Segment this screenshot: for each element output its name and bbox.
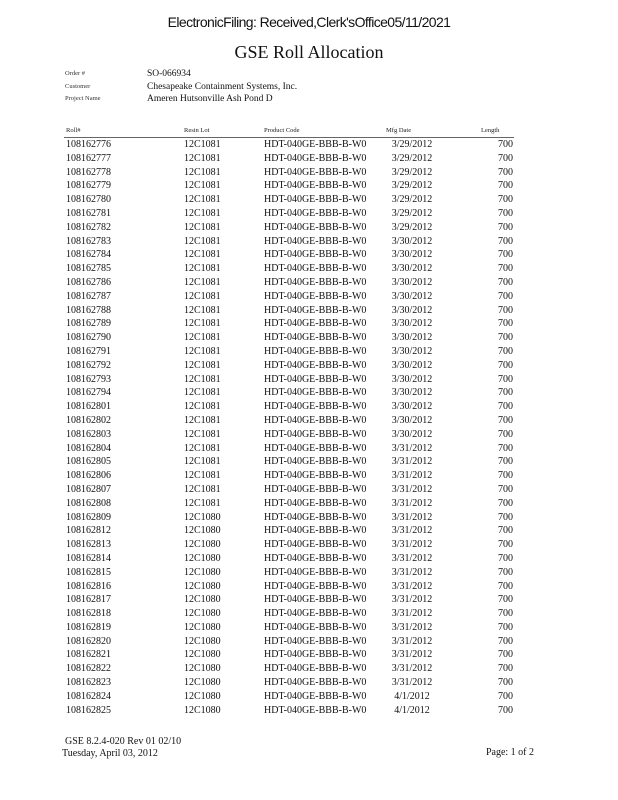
- col-lot-header: Resin Lot: [184, 127, 210, 134]
- table-row: [0, 511, 618, 525]
- product-code: HDT-040GE-BBB-B-W0: [264, 704, 367, 716]
- mfg-date: 3/30/2012: [391, 373, 433, 385]
- roll-length: 700: [498, 180, 513, 192]
- roll-number: 108162789: [66, 318, 111, 330]
- product-code: HDT-040GE-BBB-B-W0: [264, 677, 367, 689]
- roll-length: 700: [498, 345, 513, 357]
- product-code: HDT-040GE-BBB-B-W0: [264, 456, 367, 468]
- table-row: [0, 428, 618, 442]
- product-code: HDT-040GE-BBB-B-W0: [264, 345, 367, 357]
- page-title: GSE Roll Allocation: [234, 42, 384, 62]
- resin-lot: 12C1081: [184, 207, 221, 219]
- roll-length: 700: [498, 483, 513, 495]
- resin-lot: 12C1081: [184, 166, 221, 178]
- table-row: [0, 690, 618, 704]
- product-code: HDT-040GE-BBB-B-W0: [264, 483, 367, 495]
- product-code: HDT-040GE-BBB-B-W0: [264, 511, 367, 523]
- mfg-date: 3/29/2012: [391, 194, 433, 206]
- roll-number: 108162780: [66, 194, 111, 206]
- table-row: [0, 276, 618, 290]
- roll-length: 700: [498, 152, 513, 164]
- table-row: [0, 373, 618, 387]
- product-code: HDT-040GE-BBB-B-W0: [264, 221, 367, 233]
- col-roll-header: Roll#: [66, 127, 81, 134]
- product-code: HDT-040GE-BBB-B-W0: [264, 359, 367, 371]
- roll-number: 108162816: [66, 580, 111, 592]
- product-code: HDT-040GE-BBB-B-W0: [264, 414, 367, 426]
- resin-lot: 12C1080: [184, 608, 221, 620]
- roll-number: 108162801: [66, 401, 111, 413]
- roll-number: 108162779: [66, 180, 111, 192]
- table-row: [0, 676, 618, 690]
- resin-lot: 12C1080: [184, 525, 221, 537]
- mfg-date: 3/30/2012: [391, 414, 433, 426]
- mfg-date: 3/31/2012: [391, 608, 433, 620]
- roll-number: 108162802: [66, 414, 111, 426]
- mfg-date: 3/31/2012: [391, 511, 433, 523]
- roll-length: 700: [498, 373, 513, 385]
- resin-lot: 12C1080: [184, 552, 221, 564]
- resin-lot: 12C1081: [184, 401, 221, 413]
- product-code: HDT-040GE-BBB-B-W0: [264, 180, 367, 192]
- roll-length: 700: [498, 525, 513, 537]
- roll-number: 108162819: [66, 621, 111, 633]
- resin-lot: 12C1081: [184, 345, 221, 357]
- roll-number: 108162815: [66, 566, 111, 578]
- resin-lot: 12C1081: [184, 359, 221, 371]
- mfg-date: 3/31/2012: [391, 470, 433, 482]
- resin-lot: 12C1081: [184, 497, 221, 509]
- table-header: [0, 127, 618, 137]
- table-row: [0, 235, 618, 249]
- mfg-date: 3/29/2012: [391, 152, 433, 164]
- mfg-date: 3/30/2012: [391, 401, 433, 413]
- roll-number: 108162776: [66, 139, 111, 150]
- roll-number: 108162786: [66, 276, 111, 288]
- roll-number: 108162794: [66, 387, 111, 399]
- roll-length: 700: [498, 166, 513, 178]
- roll-length: 700: [498, 414, 513, 426]
- table-row: [0, 207, 618, 221]
- resin-lot: 12C1081: [184, 304, 221, 316]
- roll-length: 700: [498, 456, 513, 468]
- table-row: [0, 552, 618, 566]
- page-number: Page: 1 of 2: [485, 747, 534, 758]
- table-row: [0, 262, 618, 276]
- product-code: HDT-040GE-BBB-B-W0: [264, 621, 367, 633]
- table-row: [0, 193, 618, 207]
- roll-length: 700: [498, 511, 513, 523]
- product-code: HDT-040GE-BBB-B-W0: [264, 290, 367, 302]
- roll-length: 700: [498, 580, 513, 592]
- table-row: [0, 483, 618, 497]
- roll-table-body: [0, 138, 618, 717]
- roll-length: 700: [498, 690, 513, 702]
- product-code: HDT-040GE-BBB-B-W0: [264, 387, 367, 399]
- resin-lot: 12C1081: [184, 249, 221, 261]
- resin-lot: 12C1081: [184, 152, 221, 164]
- roll-number: 108162777: [66, 152, 111, 164]
- mfg-date: 3/31/2012: [391, 594, 433, 606]
- resin-lot: 12C1080: [184, 511, 221, 523]
- roll-length: 700: [498, 663, 513, 675]
- mfg-date: 3/30/2012: [391, 249, 433, 261]
- table-row: [0, 290, 618, 304]
- mfg-date: 3/30/2012: [391, 359, 433, 371]
- resin-lot: 12C1081: [184, 276, 221, 288]
- resin-lot: 12C1081: [184, 318, 221, 330]
- product-code: HDT-040GE-BBB-B-W0: [264, 635, 367, 647]
- resin-lot: 12C1081: [184, 290, 221, 302]
- resin-lot: 12C1080: [184, 580, 221, 592]
- product-code: HDT-040GE-BBB-B-W0: [264, 690, 367, 702]
- roll-length: 700: [498, 428, 513, 440]
- roll-number: 108162824: [66, 690, 111, 702]
- roll-number: 108162825: [66, 704, 111, 716]
- roll-number: 108162820: [66, 635, 111, 647]
- roll-length: 700: [498, 139, 513, 150]
- table-row: [0, 359, 618, 373]
- roll-length: 700: [498, 608, 513, 620]
- resin-lot: 12C1080: [184, 539, 221, 551]
- table-row: [0, 607, 618, 621]
- roll-length: 700: [498, 497, 513, 509]
- roll-length: 700: [498, 539, 513, 551]
- product-code: HDT-040GE-BBB-B-W0: [264, 276, 367, 288]
- product-code: HDT-040GE-BBB-B-W0: [264, 166, 367, 178]
- product-code: HDT-040GE-BBB-B-W0: [264, 566, 367, 578]
- project-row: [65, 93, 297, 106]
- product-code: HDT-040GE-BBB-B-W0: [264, 649, 367, 661]
- roll-length: 700: [498, 235, 513, 247]
- mfg-date: 3/30/2012: [391, 304, 433, 316]
- roll-length: 700: [498, 635, 513, 647]
- roll-number: 108162812: [66, 525, 111, 537]
- product-code: HDT-040GE-BBB-B-W0: [264, 304, 367, 316]
- product-code: HDT-040GE-BBB-B-W0: [264, 249, 367, 261]
- roll-number: 108162814: [66, 552, 111, 564]
- project-name: Ameren Hutsonville Ash Pond D: [147, 94, 273, 104]
- table-row: [0, 414, 618, 428]
- roll-length: 700: [498, 221, 513, 233]
- table-row: [0, 497, 618, 511]
- resin-lot: 12C1081: [184, 387, 221, 399]
- roll-number: 108162781: [66, 207, 111, 219]
- table-row: [0, 317, 618, 331]
- table-row: [0, 248, 618, 262]
- resin-lot: 12C1080: [184, 690, 221, 702]
- mfg-date: 3/30/2012: [391, 235, 433, 247]
- product-code: HDT-040GE-BBB-B-W0: [264, 194, 367, 206]
- customer-row: [65, 81, 297, 94]
- resin-lot: 12C1080: [184, 566, 221, 578]
- roll-number: 108162817: [66, 594, 111, 606]
- roll-length: 700: [498, 594, 513, 606]
- roll-length: 700: [498, 621, 513, 633]
- mfg-date: 3/30/2012: [391, 428, 433, 440]
- table-row: [0, 138, 618, 152]
- roll-length: 700: [498, 207, 513, 219]
- table-row: [0, 166, 618, 180]
- roll-number: 108162778: [66, 166, 111, 178]
- mfg-date: 3/31/2012: [391, 580, 433, 592]
- resin-lot: 12C1081: [184, 221, 221, 233]
- roll-number: 108162807: [66, 483, 111, 495]
- roll-number: 108162792: [66, 359, 111, 371]
- roll-number: 108162805: [66, 456, 111, 468]
- resin-lot: 12C1081: [184, 180, 221, 192]
- roll-number: 108162782: [66, 221, 111, 233]
- project-label: Project Name: [65, 95, 101, 102]
- mfg-date: 3/31/2012: [391, 677, 433, 689]
- resin-lot: 12C1081: [184, 332, 221, 344]
- mfg-date: 4/1/2012: [394, 704, 430, 716]
- roll-number: 108162806: [66, 470, 111, 482]
- mfg-date: 3/31/2012: [391, 483, 433, 495]
- table-row: [0, 704, 618, 718]
- order-row: [65, 68, 297, 81]
- resin-lot: 12C1081: [184, 139, 221, 150]
- table-row: [0, 538, 618, 552]
- mfg-date: 3/30/2012: [391, 318, 433, 330]
- roll-number: 108162785: [66, 263, 111, 275]
- mfg-date: 3/30/2012: [391, 290, 433, 302]
- resin-lot: 12C1080: [184, 704, 221, 716]
- roll-number: 108162783: [66, 235, 111, 247]
- roll-length: 700: [498, 704, 513, 716]
- form-number: GSE 8.2.4-020 Rev 01 02/10: [65, 736, 182, 747]
- roll-number: 108162791: [66, 345, 111, 357]
- table-row: [0, 442, 618, 456]
- order-label: Order #: [65, 70, 86, 77]
- table-row: [0, 152, 618, 166]
- mfg-date: 3/29/2012: [391, 180, 433, 192]
- col-length-header: Length: [481, 127, 500, 134]
- roll-length: 700: [498, 677, 513, 689]
- resin-lot: 12C1080: [184, 677, 221, 689]
- roll-length: 700: [498, 194, 513, 206]
- resin-lot: 12C1081: [184, 373, 221, 385]
- mfg-date: 3/30/2012: [391, 345, 433, 357]
- resin-lot: 12C1081: [184, 442, 221, 454]
- resin-lot: 12C1081: [184, 456, 221, 468]
- table-row: [0, 635, 618, 649]
- product-code: HDT-040GE-BBB-B-W0: [264, 373, 367, 385]
- mfg-date: 3/30/2012: [391, 332, 433, 344]
- mfg-date: 3/31/2012: [391, 649, 433, 661]
- mfg-date: 3/29/2012: [391, 221, 433, 233]
- roll-length: 700: [498, 249, 513, 261]
- roll-number: 108162821: [66, 649, 111, 661]
- mfg-date: 3/31/2012: [391, 456, 433, 468]
- mfg-date: 3/29/2012: [391, 207, 433, 219]
- product-code: HDT-040GE-BBB-B-W0: [264, 552, 367, 564]
- roll-number: 108162788: [66, 304, 111, 316]
- roll-number: 108162790: [66, 332, 111, 344]
- roll-number: 108162813: [66, 539, 111, 551]
- product-code: HDT-040GE-BBB-B-W0: [264, 207, 367, 219]
- col-code-header: Product Code: [264, 127, 300, 134]
- mfg-date: 3/30/2012: [391, 387, 433, 399]
- mfg-date: 3/31/2012: [391, 552, 433, 564]
- resin-lot: 12C1081: [184, 235, 221, 247]
- resin-lot: 12C1081: [184, 194, 221, 206]
- resin-lot: 12C1080: [184, 635, 221, 647]
- resin-lot: 12C1081: [184, 414, 221, 426]
- table-row: [0, 524, 618, 538]
- report-date: Tuesday, April 03, 2012: [62, 748, 158, 759]
- product-code: HDT-040GE-BBB-B-W0: [264, 332, 367, 344]
- roll-length: 700: [498, 401, 513, 413]
- resin-lot: 12C1081: [184, 470, 221, 482]
- resin-lot: 12C1081: [184, 483, 221, 495]
- mfg-date: 3/31/2012: [391, 497, 433, 509]
- resin-lot: 12C1080: [184, 649, 221, 661]
- product-code: HDT-040GE-BBB-B-W0: [264, 525, 367, 537]
- mfg-date: 3/30/2012: [391, 276, 433, 288]
- mfg-date: 4/1/2012: [394, 690, 430, 702]
- table-row: [0, 662, 618, 676]
- mfg-date: 3/31/2012: [391, 539, 433, 551]
- resin-lot: 12C1081: [184, 428, 221, 440]
- roll-length: 700: [498, 290, 513, 302]
- roll-length: 700: [498, 387, 513, 399]
- roll-length: 700: [498, 566, 513, 578]
- roll-number: 108162823: [66, 677, 111, 689]
- order-number: SO-066934: [147, 69, 191, 79]
- resin-lot: 12C1080: [184, 594, 221, 606]
- table-row: [0, 304, 618, 318]
- col-date-header: Mfg Date: [386, 127, 412, 134]
- table-row: [0, 400, 618, 414]
- product-code: HDT-040GE-BBB-B-W0: [264, 152, 367, 164]
- table-row: [0, 566, 618, 580]
- roll-number: 108162818: [66, 608, 111, 620]
- table-row: [0, 386, 618, 400]
- resin-lot: 12C1080: [184, 663, 221, 675]
- mfg-date: 3/31/2012: [391, 621, 433, 633]
- roll-number: 108162803: [66, 428, 111, 440]
- product-code: HDT-040GE-BBB-B-W0: [264, 497, 367, 509]
- roll-number: 108162822: [66, 663, 111, 675]
- mfg-date: 3/31/2012: [391, 442, 433, 454]
- product-code: HDT-040GE-BBB-B-W0: [264, 608, 367, 620]
- product-code: HDT-040GE-BBB-B-W0: [264, 663, 367, 675]
- roll-length: 700: [498, 649, 513, 661]
- roll-length: 700: [498, 442, 513, 454]
- filing-stamp: ElectronicFiling: Received,Clerk'sOffice05/11/2021: [167, 14, 451, 30]
- table-row: [0, 331, 618, 345]
- resin-lot: 12C1081: [184, 263, 221, 275]
- product-code: HDT-040GE-BBB-B-W0: [264, 401, 367, 413]
- roll-number: 108162793: [66, 373, 111, 385]
- roll-number: 108162784: [66, 249, 111, 261]
- resin-lot: 12C1080: [184, 621, 221, 633]
- product-code: HDT-040GE-BBB-B-W0: [264, 594, 367, 606]
- table-row: [0, 648, 618, 662]
- mfg-date: 3/31/2012: [391, 663, 433, 675]
- product-code: HDT-040GE-BBB-B-W0: [264, 235, 367, 247]
- roll-length: 700: [498, 359, 513, 371]
- roll-length: 700: [498, 470, 513, 482]
- mfg-date: 3/29/2012: [391, 139, 433, 150]
- roll-number: 108162809: [66, 511, 111, 523]
- table-row: [0, 221, 618, 235]
- customer-label: Customer: [65, 82, 91, 90]
- product-code: HDT-040GE-BBB-B-W0: [264, 580, 367, 592]
- table-row: [0, 580, 618, 594]
- roll-number: 108162787: [66, 290, 111, 302]
- roll-length: 700: [498, 318, 513, 330]
- table-row: [0, 469, 618, 483]
- order-info: [65, 68, 297, 106]
- product-code: HDT-040GE-BBB-B-W0: [264, 318, 367, 330]
- roll-length: 700: [498, 263, 513, 275]
- product-code: HDT-040GE-BBB-B-W0: [264, 442, 367, 454]
- table-row: [0, 179, 618, 193]
- product-code: HDT-040GE-BBB-B-W0: [264, 139, 367, 150]
- table-row: [0, 593, 618, 607]
- roll-length: 700: [498, 332, 513, 344]
- product-code: HDT-040GE-BBB-B-W0: [264, 470, 367, 482]
- table-row: [0, 621, 618, 635]
- mfg-date: 3/29/2012: [391, 166, 433, 178]
- roll-number: 108162804: [66, 442, 111, 454]
- table-row: [0, 455, 618, 469]
- table-row: [0, 345, 618, 359]
- roll-length: 700: [498, 552, 513, 564]
- roll-length: 700: [498, 276, 513, 288]
- customer-name: Chesapeake Containment Systems, Inc.: [147, 81, 298, 92]
- product-code: HDT-040GE-BBB-B-W0: [264, 539, 367, 551]
- mfg-date: 3/31/2012: [391, 566, 433, 578]
- mfg-date: 3/30/2012: [391, 263, 433, 275]
- product-code: HDT-040GE-BBB-B-W0: [264, 428, 367, 440]
- mfg-date: 3/31/2012: [391, 635, 433, 647]
- mfg-date: 3/31/2012: [391, 525, 433, 537]
- roll-length: 700: [498, 304, 513, 316]
- roll-number: 108162808: [66, 497, 111, 509]
- product-code: HDT-040GE-BBB-B-W0: [264, 263, 367, 275]
